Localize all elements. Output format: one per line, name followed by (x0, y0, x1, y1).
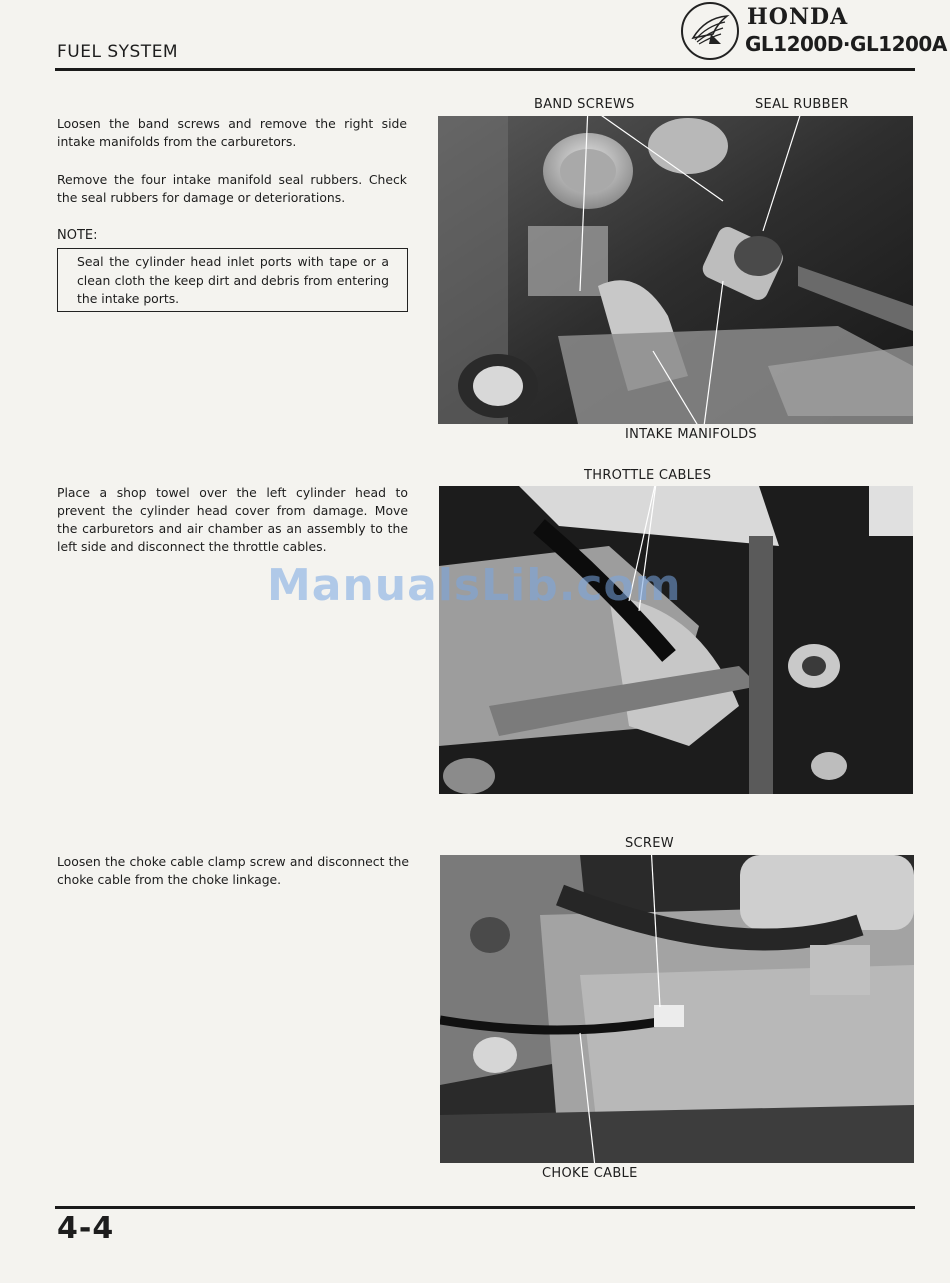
watermark: ManualsLib.com (267, 560, 682, 611)
header-rule (55, 68, 915, 71)
honda-logo (681, 2, 947, 64)
note-box: Seal the cylinder head inlet ports with tape or a clean cloth the keep dirt and debris from entering the intake ports. (57, 248, 408, 312)
callout-screw: SCREW (625, 836, 674, 851)
photo-intake-manifolds (438, 116, 913, 424)
callout-throttle-cables: THROTTLE CABLES (584, 468, 712, 483)
photo-choke-cable (440, 855, 914, 1163)
brand-name: HONDA (747, 4, 849, 30)
photo-throttle-cables (439, 486, 913, 794)
callout-intake-manifolds: INTAKE MANIFOLDS (625, 427, 757, 442)
callout-band-screws: BAND SCREWS (534, 97, 635, 112)
section-title: FUEL SYSTEM (57, 42, 179, 62)
step1-paragraph-1: Loosen the band screws and remove the right side intake manifolds from the carburetors. (57, 116, 407, 149)
footer-rule (55, 1206, 915, 1209)
callout-seal-rubber: SEAL RUBBER (755, 97, 849, 112)
note-label: NOTE: (57, 228, 98, 243)
honda-wing-icon (681, 2, 739, 60)
page-number: 4-4 (57, 1211, 115, 1246)
step1-paragraph-2: Remove the four intake manifold seal rubbers. Check the seal rubbers for damage or deteriorations. (57, 172, 407, 205)
callout-choke-cable: CHOKE CABLE (542, 1166, 638, 1181)
step2-paragraph: Place a shop towel over the left cylinder head to prevent the cylinder head cover from damage. Move the carburetors and air chamber as an assembly to the left side and disconnect the throttle cables. (57, 485, 408, 554)
model-names: GL1200D·GL1200A (745, 32, 947, 56)
step3-paragraph: Loosen the choke cable clamp screw and disconnect the choke cable from the choke linkage. (57, 854, 409, 887)
